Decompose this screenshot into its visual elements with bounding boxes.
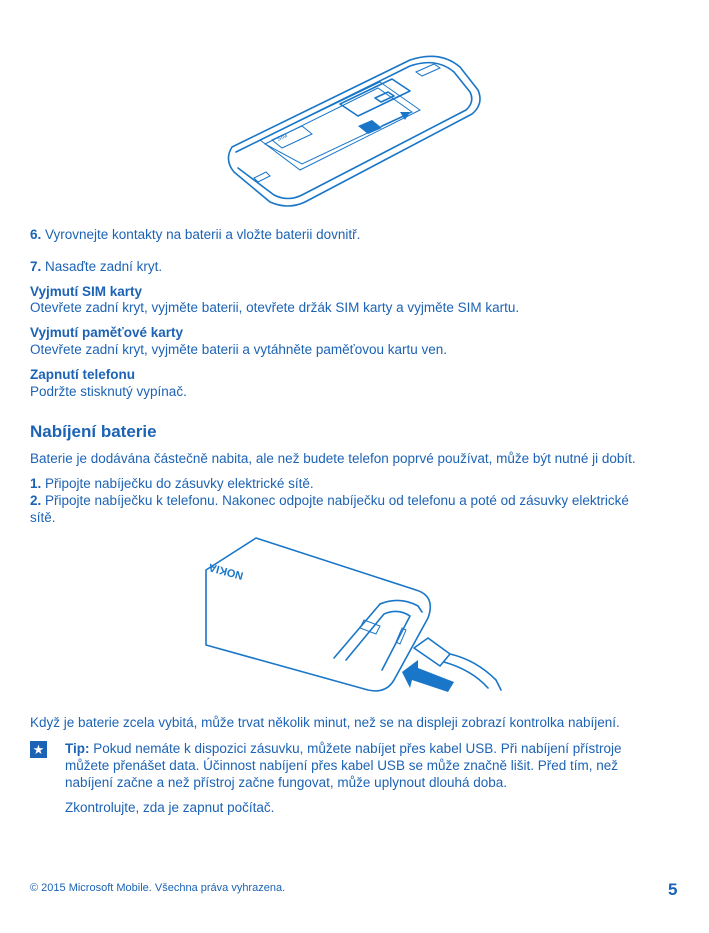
- svg-text:SIM: SIM: [276, 133, 289, 143]
- section-heading-sim: Vyjmutí SIM karty: [30, 284, 143, 299]
- step-number: 1.: [30, 476, 42, 491]
- step-number: 7.: [30, 259, 42, 274]
- step-number: 2.: [30, 493, 42, 508]
- step-text: Připojte nabíječku k telefonu. Nakonec odpojte nabíječku od telefonu a poté od zásuvky elektrické: [41, 493, 629, 508]
- tip-text: Pokud nemáte k dispozici zásuvku, můžete nabíjet přes kabel USB. Při nabíjení přístroje: [89, 741, 622, 756]
- section-body-memory: Otevřete zadní kryt, vyjměte baterii a vytáhněte paměťovou kartu ven.: [30, 342, 448, 357]
- tip-line-3: nabíjení začne a než přístroj začne fungovat, může uplynout dlouhá doba.: [65, 775, 508, 790]
- empty-battery-note: Když je baterie zcela vybitá, může trvat několik minut, než se na displeji zobrazí kontrolka nabíjení.: [30, 715, 620, 730]
- charging-step-2-cont: sítě.: [30, 510, 56, 525]
- charging-title: Nabíjení baterie: [30, 422, 157, 441]
- step-text: Připojte nabíječku do zásuvky elektrické sítě.: [41, 476, 314, 491]
- charging-illustration: [196, 530, 526, 710]
- section-heading-power: Zapnutí telefonu: [30, 367, 135, 382]
- tip-extra: Zkontrolujte, zda je zapnut počítač.: [65, 800, 275, 815]
- step-6: [30, 226, 360, 243]
- step-number: 6.: [30, 227, 42, 242]
- tip-line-2: můžete přenášet data. Účinnost nabíjení přes kabel USB se může značně lišit. Před tím, než: [65, 758, 619, 773]
- charging-step-2: [30, 492, 629, 509]
- step-7: [30, 258, 162, 275]
- tip-line-1: [65, 740, 622, 757]
- phone-brand-text: NOKIA: [207, 560, 245, 582]
- charging-step-1: [30, 475, 314, 492]
- tip-label: Tip:: [65, 741, 90, 756]
- battery-insert-illustration: [220, 52, 490, 212]
- page-number: 5: [668, 880, 678, 899]
- section-body-sim: Otevřete zadní kryt, vyjměte baterii, otevřete držák SIM karty a vyjměte SIM kartu.: [30, 300, 520, 315]
- section-body-power: Podržte stisknutý vypínač.: [30, 384, 187, 399]
- tip-star-icon: ★: [30, 741, 47, 758]
- step-text: Vyrovnejte kontakty na baterii a vložte baterii dovnitř.: [41, 227, 361, 242]
- section-heading-memory: Vyjmutí paměťové karty: [30, 325, 184, 340]
- step-text: Nasaďte zadní kryt.: [41, 259, 163, 274]
- charging-intro: Baterie je dodávána částečně nabita, ale než budete telefon poprvé používat, může být nutné ji dobít.: [30, 451, 636, 466]
- footer-copyright: © 2015 Microsoft Mobile. Všechna práva vyhrazena.: [30, 882, 286, 894]
